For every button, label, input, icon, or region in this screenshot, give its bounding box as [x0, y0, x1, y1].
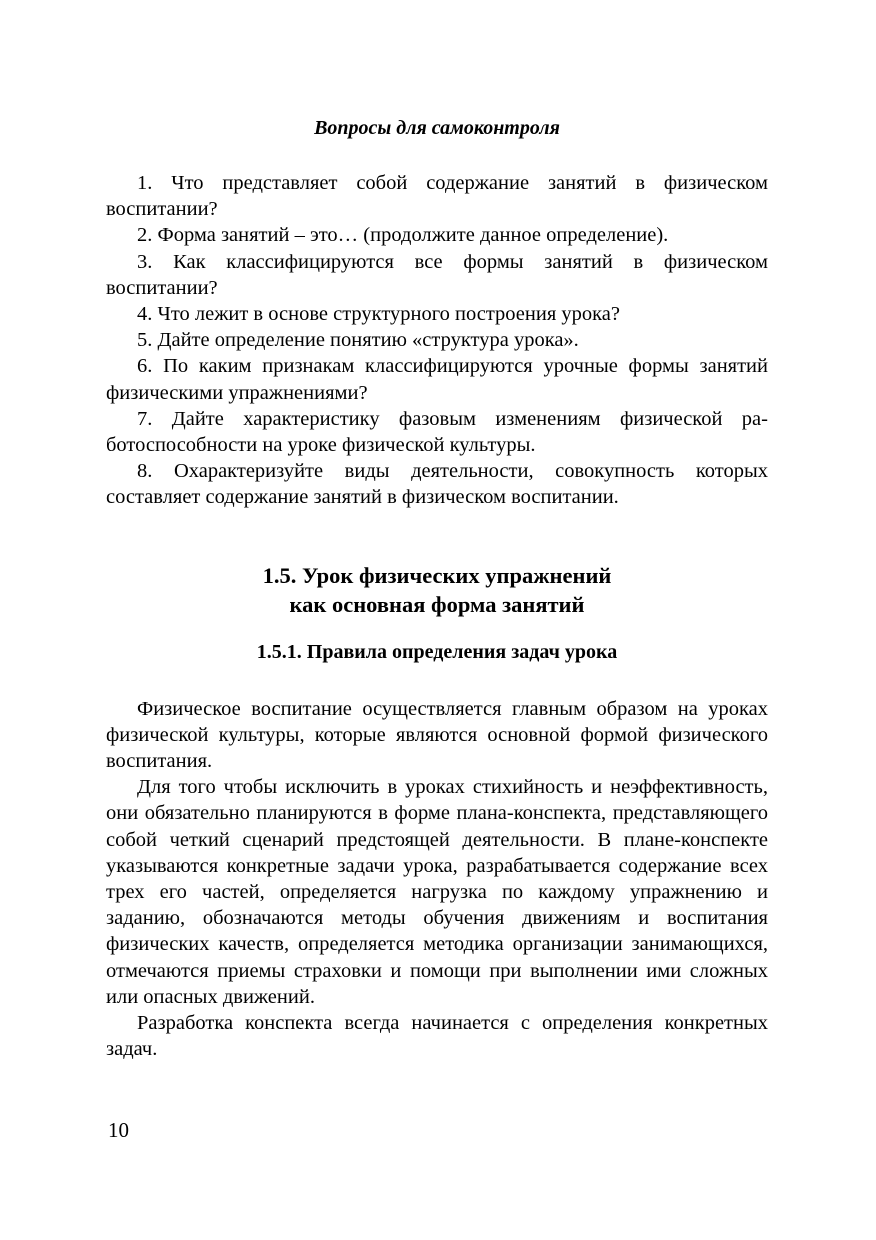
page-number: 10: [108, 1118, 129, 1142]
body-paragraph: Физическое воспитание осуществляется главным образом на уроках физической культуры, которые являются основной формой физического воспитания.: [106, 697, 768, 773]
question-item: 3. Как классифицируются все формы занятий в физическом воспитании?: [106, 250, 768, 299]
question-item: 7. Дайте характеристику фазовым изменениям физической работоспособности на уроке физической культуры.: [106, 407, 768, 457]
question-item: 4. Что лежит в основе структурного построения урока?: [137, 303, 620, 326]
subsection-title: 1.5.1. Правила определения задач урока: [256, 640, 618, 663]
question-item: 1. Что представляет собой содержание занятий в физическом воспитании?: [106, 172, 768, 221]
questions-list: [106, 170, 768, 511]
body-paragraph: Для того чтобы исключить в уроках стихийность и неэффективность, они обязательно планируются в форме плана-конспекта, представляющего собой четкий сценарий предстоящей деятельности. В плане-конспекте указываются конкретные задачи урока, разрабатывается содержание всех трех его частей, определяется нагрузка по каждому упражнению и заданию, обозначаются методы обучения движениям и воспитания физических качеств, определяется методика организации занимающихся, отмечаются приемы страховки и помощи при выполнении ими сложных или опасных движений.: [106, 776, 768, 1008]
chapter-title-line-1: 1.5. Урок физических упражнений: [262, 562, 612, 588]
body-text: [106, 696, 768, 1063]
question-item: 8. Охарактеризуйте виды деятельности, совокупность которых составляет содержание занятий в физическом воспитании.: [106, 460, 768, 509]
question-item: 2. Форма занятий – это… (продолжите данное определение).: [137, 224, 669, 247]
question-item: 5. Дайте определение понятию «структура урока».: [137, 329, 579, 352]
chapter-title: [106, 561, 768, 619]
body-paragraph: Разработка конспекта всегда начинается с определения конкретных задач.: [106, 1012, 768, 1061]
questions-heading: Вопросы для самоконтроля: [314, 117, 560, 139]
chapter-title-line-2: как основная форма занятий: [289, 591, 585, 617]
page-content: [106, 115, 768, 1062]
question-item: 6. По каким признакам классифицируются урочные формы занятий физическими упражнениями?: [106, 355, 768, 404]
